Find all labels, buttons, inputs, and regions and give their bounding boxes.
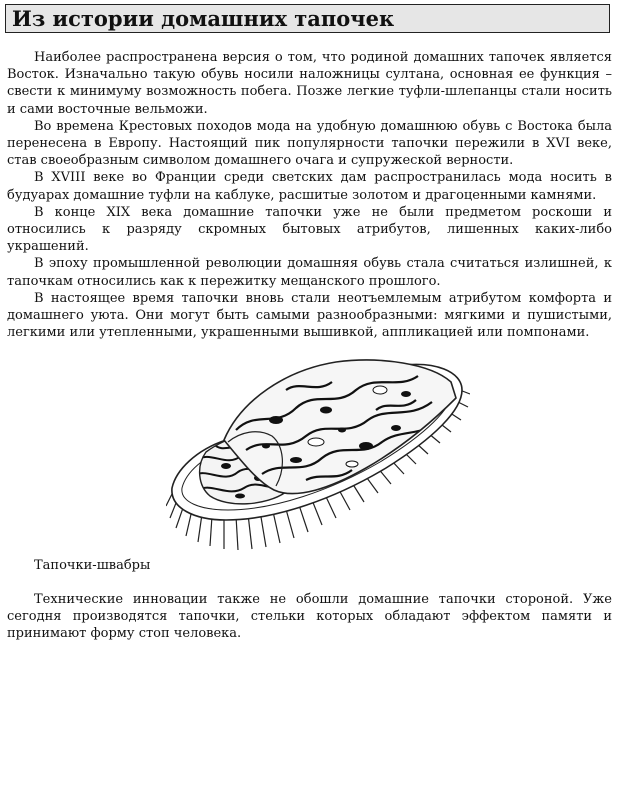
- title-bar: [5, 4, 610, 33]
- article-body-continued: [7, 591, 612, 643]
- paragraph: В настоящее время тапочки вновь стали неотъемлемым атрибутом комфорта и домашнего уюта. Они могут быть самыми разнообразными: мягкими и пушистыми, легкими или утепленными, украшенными вышивкой, аппликацией или помпонами.: [7, 290, 612, 341]
- paragraph: Во времена Крестовых походов мода на удобную домашнюю обувь с Востока была перенесена в Европу. Настоящий пик популярности тапочки пережили в XVI веке, став своеобразным символом домашнего очага и супружеской верности.: [7, 118, 612, 169]
- paragraph: Технические инновации также не обошли домашние тапочки стороной. Уже сегодня производятся тапочки, стельки которых обладают эффектом памяти и принимают форму стоп человека.: [7, 592, 612, 642]
- article-body: [7, 49, 612, 341]
- paragraph: В XVIII веке во Франции среди светских дам распространилась мода носить в будуарах домашние туфли на каблуке, расшитые золотом и драгоценными камнями.: [7, 170, 612, 203]
- page-title: Из истории домашних тапочек: [12, 6, 395, 31]
- paragraph: В конце XIX века домашние тапочки уже не были предметом роскоши и относились к разряду скромных бытовых атрибутов, лишенных каких-либо украшений.: [7, 204, 612, 255]
- paragraph: Наиболее распространена версия о том, что родиной домашних тапочек является Восток. Изначально такую обувь носили наложницы султана, основная ее функция – свести к минимуму возможность побега. Позже легкие туфли-шлепанцы стали носить и сами восточные вельможи.: [7, 50, 612, 117]
- slipper-mop-illustration: [166, 350, 470, 555]
- paragraph: В эпоху промышленной революции домашняя обувь стала считаться излишней, к тапочкам относились как к пережитку мещанского прошлого.: [7, 256, 612, 289]
- figure-caption: Тапочки-швабры: [34, 558, 151, 573]
